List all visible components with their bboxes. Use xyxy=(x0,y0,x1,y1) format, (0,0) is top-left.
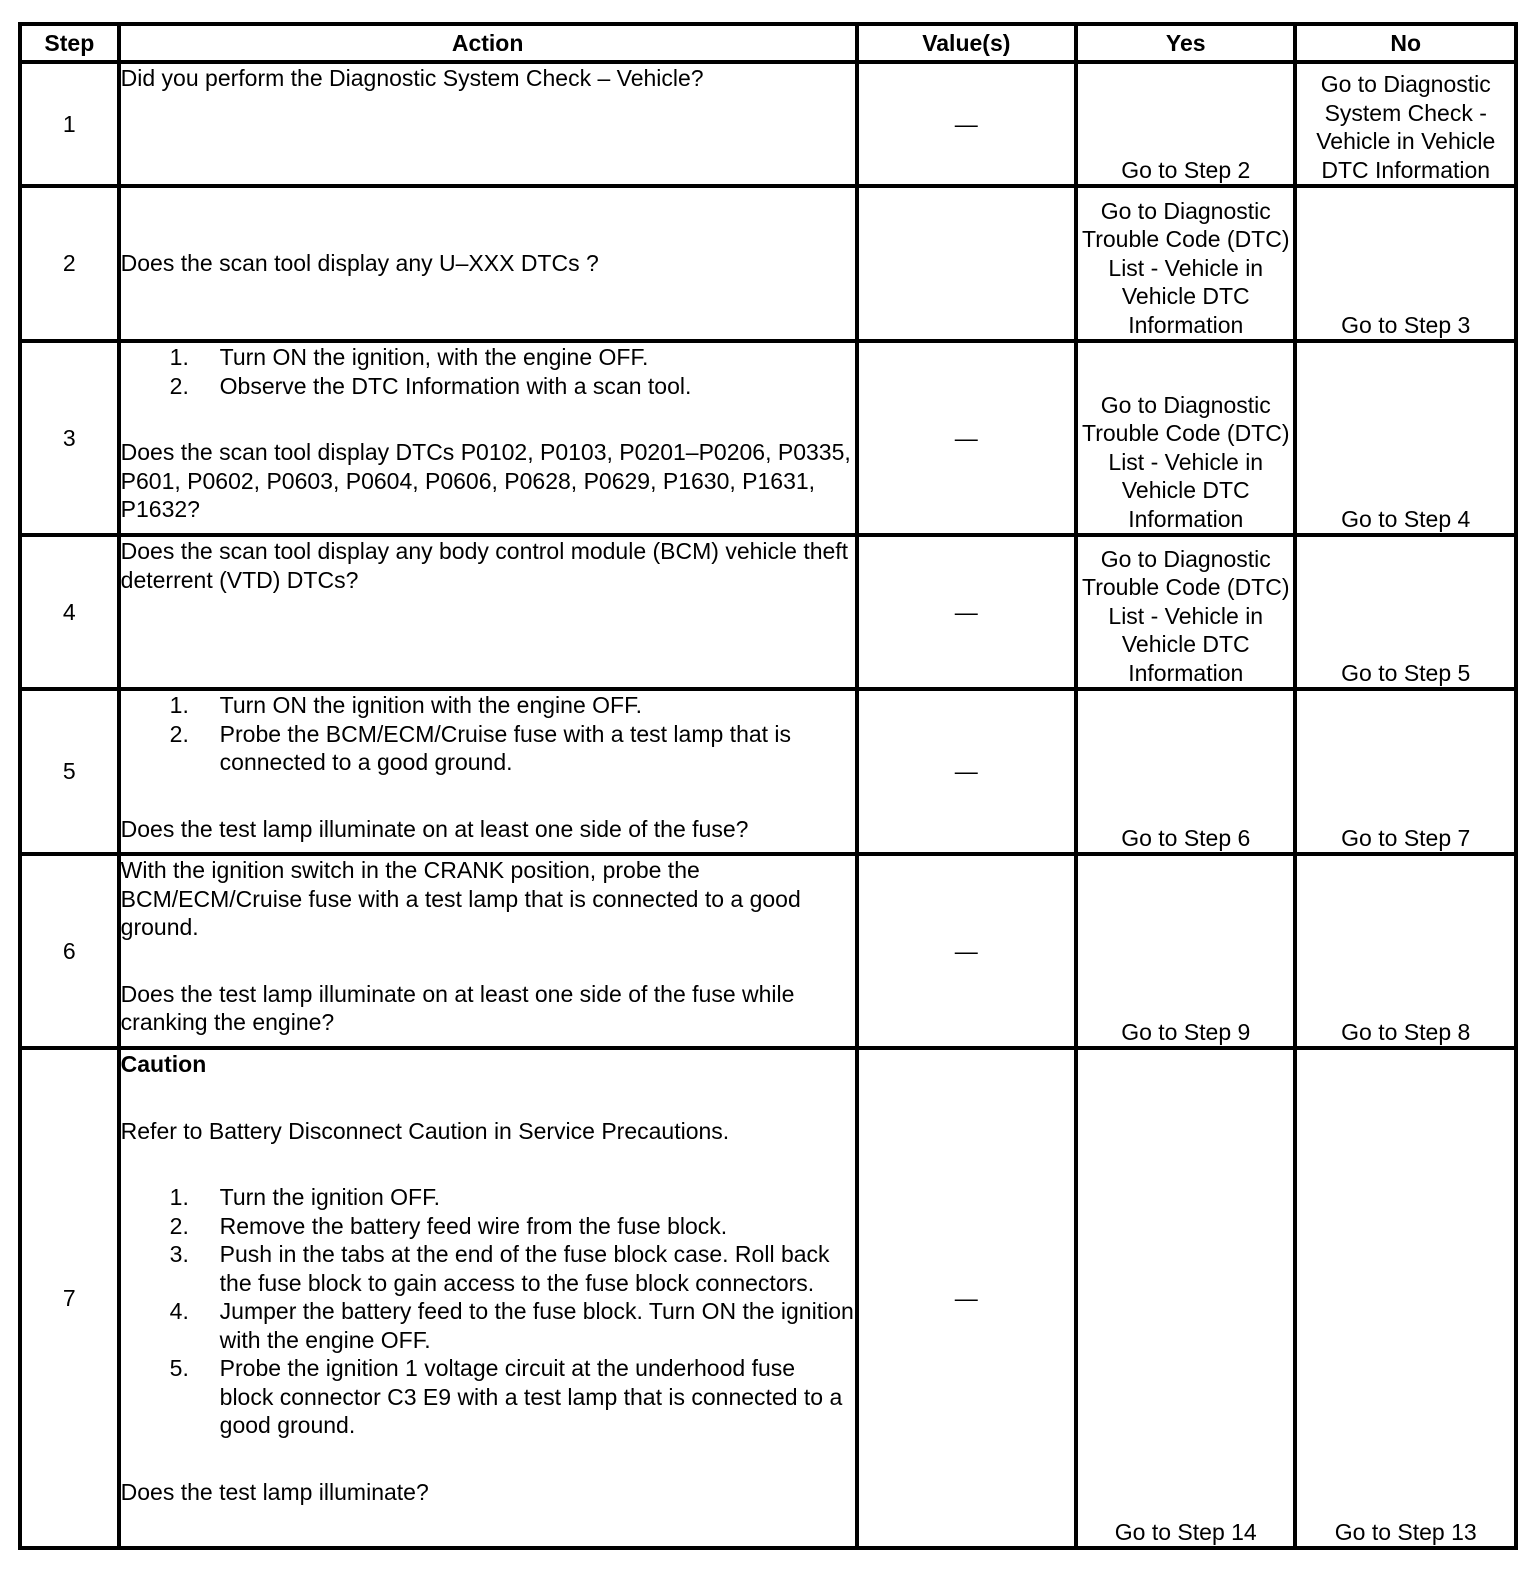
table-row xyxy=(20,535,1516,689)
list-item-number: 1. xyxy=(169,692,189,718)
yes-cell: Go to Diagnostic Trouble Code (DTC) List - Vehicle in Vehicle DTC Information xyxy=(1076,341,1295,535)
step-number: 6 xyxy=(20,854,119,1048)
list-item xyxy=(121,1354,855,1440)
list-item xyxy=(121,372,855,401)
yes-cell: Go to Diagnostic Trouble Code (DTC) List - Vehicle in Vehicle DTC Information xyxy=(1076,186,1295,341)
yes-cell: Go to Step 9 xyxy=(1076,854,1295,1048)
list-item-number: 3. xyxy=(169,1241,189,1267)
list-item-number: 2. xyxy=(169,1212,189,1239)
value-cell: — xyxy=(857,341,1076,535)
table-row xyxy=(20,186,1516,341)
action-cell xyxy=(119,854,857,1048)
list-item xyxy=(121,720,855,777)
caution-text: Refer to Battery Disconnect Caution in Service Precautions. xyxy=(120,1117,730,1144)
yes-cell: Go to Diagnostic Trouble Code (DTC) List - Vehicle in Vehicle DTC Information xyxy=(1076,535,1295,689)
header-action: Action xyxy=(119,24,857,62)
list-item-text: Turn the ignition OFF. xyxy=(219,1184,440,1210)
action-cell xyxy=(119,62,857,186)
step-number: 4 xyxy=(20,535,119,689)
action-cell xyxy=(119,1048,857,1548)
value-cell: — xyxy=(857,689,1076,854)
list-item-text: Remove the battery feed wire from the fuse block. xyxy=(219,1212,728,1239)
list-item xyxy=(121,1183,855,1212)
list-item-number: 1. xyxy=(169,344,189,370)
action-question: Does the scan tool display DTCs P0102, P0103, P0201–P0206, P0335, P601, P0602, P0603, P0604, P0606, P0628, P0629, P1630, P1631, P1632? xyxy=(120,439,851,522)
table-row xyxy=(20,341,1516,535)
list-item-number: 5. xyxy=(169,1355,189,1381)
list-item-text: Turn ON the ignition, with the engine OFF. xyxy=(219,344,649,370)
caution-title: Caution xyxy=(120,1051,207,1077)
no-cell: Go to Step 13 xyxy=(1295,1048,1516,1548)
step-number: 3 xyxy=(20,341,119,535)
action-cell xyxy=(119,341,857,535)
action-cell xyxy=(119,535,857,689)
value-cell: — xyxy=(857,62,1076,186)
list-item-number: 1. xyxy=(169,1184,189,1210)
list-item xyxy=(121,1297,855,1354)
header-values: Value(s) xyxy=(857,24,1076,62)
list-item xyxy=(121,1212,855,1241)
action-question: Does the test lamp illuminate on at least one side of the fuse while cranking the engine? xyxy=(120,980,795,1035)
step-number: 5 xyxy=(20,689,119,854)
table-row xyxy=(20,1048,1516,1548)
action-cell xyxy=(119,689,857,854)
action-intro: With the ignition switch in the CRANK position, probe the BCM/ECM/Cruise fuse with a test lamp that is connected to a good ground. xyxy=(120,857,801,940)
no-cell: Go to Step 3 xyxy=(1295,186,1516,341)
action-question: Does the scan tool display any U–XXX DTCs ? xyxy=(120,250,599,277)
yes-cell: Go to Step 6 xyxy=(1076,689,1295,854)
list-item-text: Turn ON the ignition with the engine OFF. xyxy=(219,692,642,718)
action-steps-list xyxy=(121,343,855,400)
list-item-text: Push in the tabs at the end of the fuse block case. Roll back the fuse block to gain access to the fuse block connectors. xyxy=(219,1241,830,1296)
value-cell: — xyxy=(857,535,1076,689)
list-item-text: Probe the ignition 1 voltage circuit at the underhood fuse block connector C3 E9 with a test lamp that is connected to a good ground. xyxy=(219,1355,843,1438)
step-number: 2 xyxy=(20,186,119,341)
no-cell: Go to Step 4 xyxy=(1295,341,1516,535)
table-row xyxy=(20,689,1516,854)
action-steps-list xyxy=(121,691,855,777)
value-cell: — xyxy=(857,854,1076,1048)
list-item-text: Observe the DTC Information with a scan tool. xyxy=(219,372,692,399)
no-cell: Go to Diagnostic System Check - Vehicle in Vehicle DTC Information xyxy=(1295,62,1516,186)
step-number: 7 xyxy=(20,1048,119,1548)
table-row xyxy=(20,854,1516,1048)
header-no: No xyxy=(1295,24,1516,62)
list-item-number: 4. xyxy=(169,1298,189,1324)
action-cell xyxy=(119,186,857,341)
action-question: Does the scan tool display any body control module (BCM) vehicle theft deterrent (VTD) DTCs? xyxy=(120,538,849,593)
list-item-number: 2. xyxy=(169,372,189,399)
action-question: Did you perform the Diagnostic System Check – Vehicle? xyxy=(120,65,704,91)
header-step: Step xyxy=(20,24,119,62)
list-item-number: 2. xyxy=(169,720,189,747)
table-row xyxy=(20,62,1516,186)
no-cell: Go to Step 5 xyxy=(1295,535,1516,689)
header-row xyxy=(20,24,1516,62)
action-question: Does the test lamp illuminate? xyxy=(120,1478,429,1505)
value-cell xyxy=(857,186,1076,341)
diagnostic-table xyxy=(18,22,1518,1550)
list-item-text: Jumper the battery feed to the fuse block. Turn ON the ignition with the engine OFF. xyxy=(219,1298,854,1353)
list-item-text: Probe the BCM/ECM/Cruise fuse with a test lamp that is connected to a good ground. xyxy=(219,720,792,775)
no-cell: Go to Step 7 xyxy=(1295,689,1516,854)
action-steps-list xyxy=(121,1183,855,1440)
list-item xyxy=(121,343,855,372)
no-cell: Go to Step 8 xyxy=(1295,854,1516,1048)
value-cell: — xyxy=(857,1048,1076,1548)
yes-cell: Go to Step 2 xyxy=(1076,62,1295,186)
list-item xyxy=(121,691,855,720)
action-question: Does the test lamp illuminate on at least one side of the fuse? xyxy=(120,815,749,842)
header-yes: Yes xyxy=(1076,24,1295,62)
list-item xyxy=(121,1240,855,1297)
step-number: 1 xyxy=(20,62,119,186)
yes-cell: Go to Step 14 xyxy=(1076,1048,1295,1548)
